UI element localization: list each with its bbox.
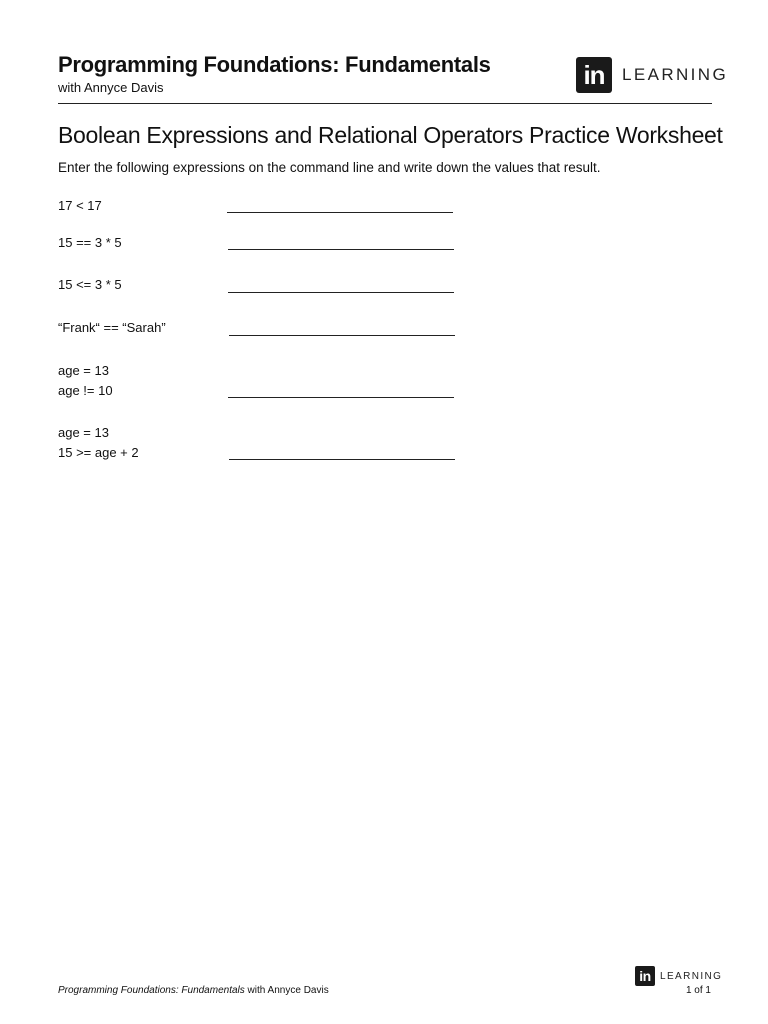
- header-divider: [58, 103, 712, 104]
- exercise-4-answer-line: [229, 335, 455, 336]
- exercise-5-expression-line-2: age != 10: [58, 383, 113, 398]
- exercise-3-answer-line: [228, 292, 454, 293]
- page-number: 1 of 1: [685, 985, 711, 996]
- instructor-name: with Annyce Davis: [58, 80, 164, 95]
- exercise-5-answer-line: [228, 397, 454, 398]
- course-title: Programming Foundations: Fundamentals: [58, 52, 491, 77]
- worksheet-instructions: Enter the following expressions on the command line and write down the values that result.: [58, 160, 601, 175]
- footer-logo-learning-text: LEARNING: [660, 970, 723, 982]
- exercise-6-expression-line-2: 15 >= age + 2: [58, 445, 139, 460]
- linkedin-in-icon: in: [576, 57, 612, 93]
- exercise-2-expression: 15 == 3 * 5: [58, 235, 122, 250]
- footer-linkedin-in-icon: in: [635, 966, 655, 986]
- footer-course-info: [58, 985, 329, 996]
- exercise-4-expression: “Frank“ == “Sarah”: [58, 320, 166, 335]
- exercise-6-answer-line: [229, 459, 455, 460]
- exercise-1-expression: 17 < 17: [58, 198, 102, 213]
- footer-linkedin-learning-logo: [635, 966, 722, 986]
- exercise-5-expression-line-1: age = 13: [58, 363, 109, 378]
- exercise-6-expression-line-1: age = 13: [58, 425, 109, 440]
- logo-learning-text: LEARNING: [622, 65, 729, 84]
- exercise-1-answer-line: [227, 212, 453, 213]
- linkedin-learning-logo: [576, 57, 728, 93]
- exercise-3-expression: 15 <= 3 * 5: [58, 277, 122, 292]
- exercise-2-answer-line: [228, 249, 454, 250]
- worksheet-title: Boolean Expressions and Relational Operators Practice Worksheet: [58, 122, 723, 148]
- footer-instructor: with Annyce Davis: [247, 985, 329, 996]
- footer-course-title: Programming Foundations: Fundamentals: [58, 985, 245, 996]
